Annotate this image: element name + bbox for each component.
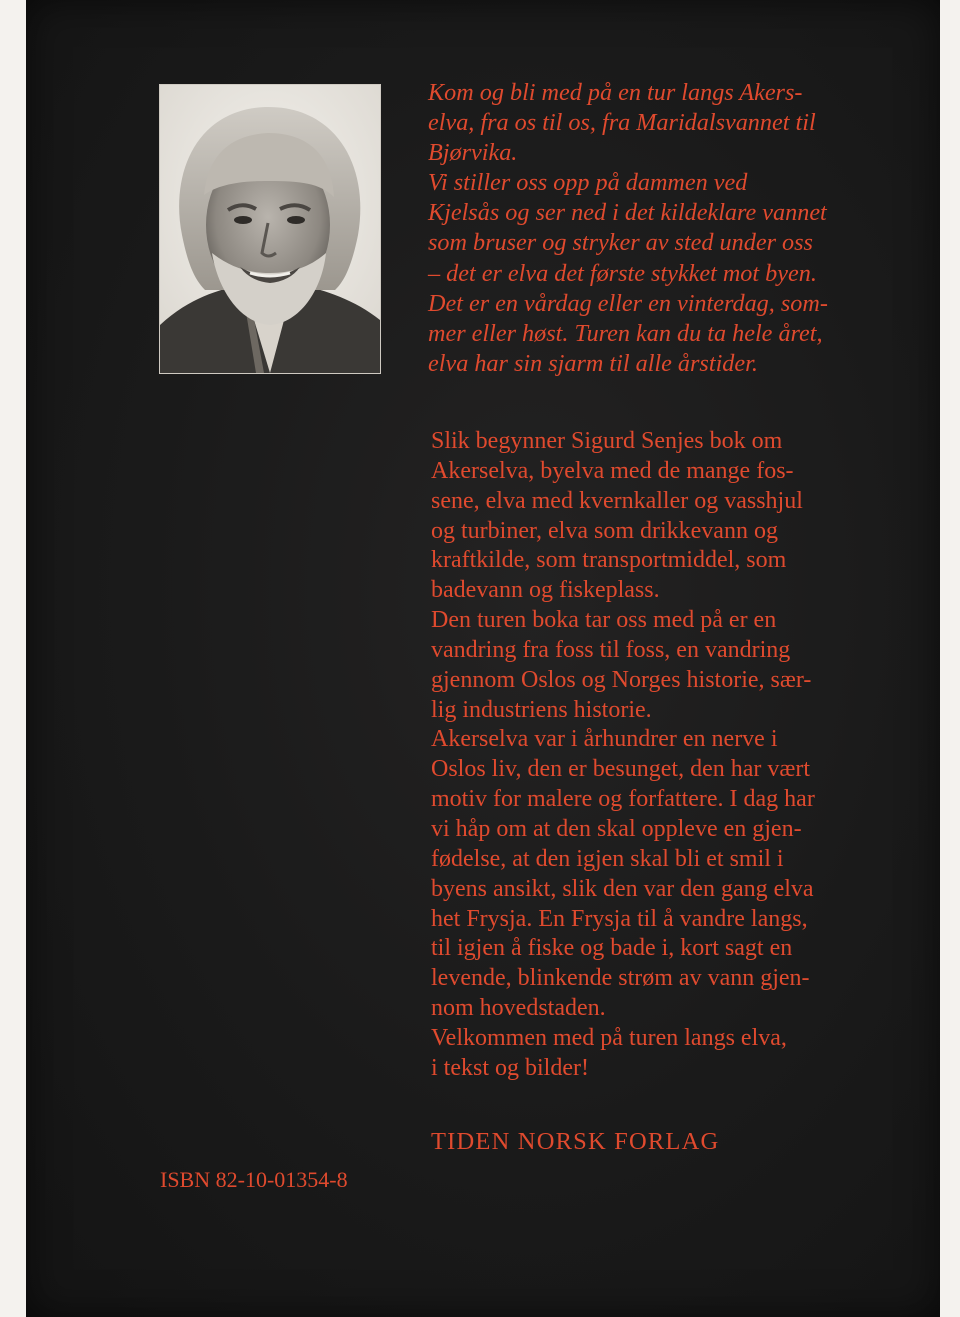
body-line: i tekst og bilder!	[431, 1054, 589, 1081]
body-line: Akerselva, byelva med de mange fos-	[431, 457, 794, 484]
intro-line: elva, fra os til os, fra Maridalsvannet til	[428, 109, 816, 137]
body-line: badevann og fiskeplass.	[431, 577, 660, 604]
intro-italic-text	[428, 78, 898, 379]
body-line: sene, elva med kvernkaller og vasshjul	[431, 487, 803, 514]
intro-line: Bjørvika.	[428, 139, 518, 167]
body-line: og turbiner, elva som drikkevann og	[431, 517, 778, 544]
intro-line: Det er en vårdag eller en vinterdag, som-	[428, 289, 828, 317]
publisher-name: TIDEN NORSK FORLAG	[431, 1128, 720, 1155]
body-line: til igjen å fiske og bade i, kort sagt en	[431, 935, 793, 962]
body-line: fødelse, at den igjen skal bli et smil i	[431, 845, 784, 872]
body-text	[431, 427, 901, 1084]
author-photo	[160, 85, 380, 373]
body-line: Akerselva var i århundrer en nerve i	[431, 726, 778, 753]
body-line: Oslos liv, den er besunget, den har vært	[431, 756, 811, 783]
author-portrait-icon	[160, 85, 380, 373]
intro-line: mer eller høst. Turen kan du ta hele året,	[428, 319, 823, 347]
intro-line: elva har sin sjarm til alle årstider.	[428, 349, 758, 377]
body-line: motiv for malere og forfattere. I dag har	[431, 786, 815, 813]
intro-line: som bruser og stryker av sted under oss	[428, 229, 813, 257]
body-line: levende, blinkende strøm av vann gjen-	[431, 965, 810, 992]
body-line: Den turen boka tar oss med på er en	[431, 607, 777, 634]
body-line: Slik begynner Sigurd Senjes bok om	[431, 428, 783, 454]
body-line: lig industriens historie.	[431, 696, 652, 723]
isbn-number: ISBN 82-10-01354-8	[160, 1167, 348, 1192]
body-line: kraftkilde, som transportmiddel, som	[431, 547, 787, 574]
body-line: gjennom Oslos og Norges historie, sær-	[431, 666, 812, 693]
intro-line: Kjelsås og ser ned i det kildeklare vannet	[428, 199, 827, 227]
body-line: byens ansikt, slik den var den gang elva	[431, 875, 814, 902]
intro-line: – det er elva det første stykket mot byen.	[428, 259, 817, 287]
intro-line: Kom og bli med på en tur langs Akers-	[428, 79, 803, 106]
body-line: vandring fra foss til foss, en vandring	[431, 636, 791, 663]
body-line: Velkommen med på turen langs elva,	[431, 1024, 787, 1051]
body-line: het Frysja. En Frysja til å vandre langs,	[431, 905, 808, 932]
back-cover	[26, 0, 940, 1317]
body-line: vi håp om at den skal oppleve en gjen-	[431, 815, 802, 842]
intro-line: Vi stiller oss opp på dammen ved	[428, 169, 748, 197]
body-line: nom hovedstaden.	[431, 995, 606, 1022]
